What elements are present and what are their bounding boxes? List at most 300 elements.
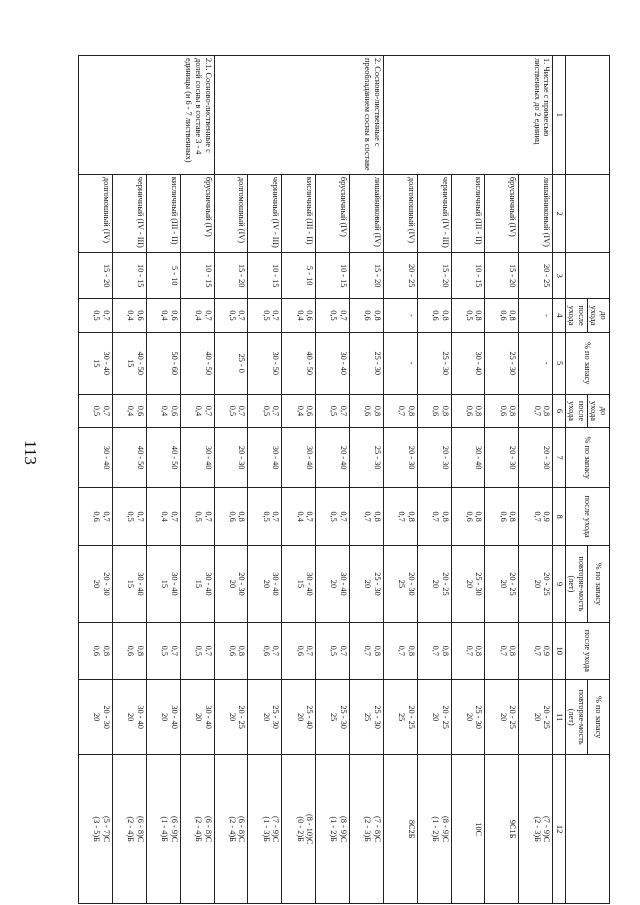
value-c4a: 0,8 bbox=[508, 310, 518, 321]
forest-type-cell: долгомошный (IV) bbox=[383, 174, 417, 253]
value-c9b: 20 bbox=[532, 579, 542, 589]
col-num: 8 bbox=[553, 487, 566, 545]
col-num: 9 bbox=[553, 546, 566, 622]
composition-cell bbox=[485, 755, 519, 904]
composition-c12a: (6 - 8)С bbox=[237, 816, 247, 843]
value-c8b: 0,6 bbox=[464, 511, 474, 522]
value-c6a: 0,7 bbox=[203, 405, 213, 417]
value-cell bbox=[282, 622, 316, 679]
value-c5: 25 - 30 bbox=[372, 351, 382, 375]
value-c11b: 25 bbox=[363, 712, 373, 722]
value-c3: 15 - 20 bbox=[372, 263, 382, 288]
value-c3: 15 - 20 bbox=[440, 263, 450, 288]
value-c9b: 20 bbox=[363, 579, 373, 589]
value-cell bbox=[485, 332, 519, 394]
group-title: 2. Сосново-лиственные с преобладанием сосны в составе bbox=[214, 56, 383, 175]
value-c3: 10 - 15 bbox=[474, 263, 484, 288]
value-c5: 30 - 50 bbox=[271, 351, 281, 375]
table-row bbox=[451, 56, 485, 904]
value-c11b: 20 bbox=[92, 712, 102, 722]
value-cell bbox=[316, 299, 350, 333]
value-cell bbox=[79, 487, 113, 545]
value-c9a: 25 - 30 bbox=[372, 572, 382, 596]
value-cell bbox=[180, 487, 214, 545]
composition-cell bbox=[79, 755, 113, 904]
value-c3: 15 - 20 bbox=[237, 263, 247, 288]
value-cell bbox=[316, 253, 350, 299]
value-c6b: 0,5 bbox=[227, 405, 237, 417]
value-c8b: 0,7 bbox=[532, 511, 542, 522]
composition-c12b: (3 - 5)Б bbox=[92, 816, 102, 842]
value-c7: 30 - 40 bbox=[203, 445, 213, 470]
value-c9a: 20 - 25 bbox=[440, 572, 450, 596]
composition-c12a: (6 - 9)С bbox=[169, 816, 179, 843]
value-cell bbox=[417, 546, 451, 622]
value-c10a: 0,8 bbox=[406, 645, 416, 656]
value-c4b: 0,6 bbox=[431, 310, 440, 321]
composition-cell bbox=[180, 755, 214, 904]
value-c4b: 0,5 bbox=[227, 310, 237, 321]
value-c11a: 25 - 40 bbox=[305, 705, 315, 729]
value-c11a: 25 - 30 bbox=[271, 705, 281, 729]
value-cell bbox=[214, 332, 248, 394]
value-cell bbox=[282, 332, 316, 394]
value-c4b: 0,4 bbox=[160, 310, 170, 321]
value-c6a: 0,6 bbox=[135, 405, 145, 417]
value-cell bbox=[519, 299, 553, 333]
value-c10b: 0,5 bbox=[160, 645, 170, 656]
value-c8a: 0,8 bbox=[406, 511, 416, 522]
value-c6a: 0,7 bbox=[101, 405, 111, 417]
value-c6a: 0,6 bbox=[169, 405, 179, 417]
value-c9a: 30 - 40 bbox=[135, 572, 145, 596]
value-cell bbox=[180, 679, 214, 754]
value-cell bbox=[485, 546, 519, 622]
value-cell bbox=[79, 622, 113, 679]
value-c11a: 20 - 25 bbox=[237, 705, 247, 729]
value-c7: 30 - 40 bbox=[305, 445, 315, 470]
value-c7: 25 - 30 bbox=[372, 445, 382, 470]
value-c11a: 20 - 25 bbox=[508, 705, 518, 729]
value-cell bbox=[519, 622, 553, 679]
value-c6a: 0,8 bbox=[440, 405, 450, 417]
value-c4b: 0,4 bbox=[193, 310, 203, 321]
value-cell bbox=[112, 428, 146, 487]
value-c10a: 0,8 bbox=[372, 645, 382, 656]
value-cell bbox=[485, 299, 519, 333]
composition-c12b: (1 - 3)Б bbox=[261, 816, 271, 842]
value-c5b: 15 bbox=[126, 359, 136, 368]
value-c8a: 0,7 bbox=[305, 511, 315, 522]
value-cell bbox=[79, 394, 113, 428]
value-cell bbox=[79, 299, 113, 333]
value-c5: 25 - 30 bbox=[440, 351, 450, 375]
table-row bbox=[485, 56, 519, 904]
forest-type-cell: черничный (IV - III) bbox=[112, 174, 146, 253]
value-c6b: 0,4 bbox=[160, 405, 170, 417]
composition-c12a: (8 - 9)С bbox=[440, 816, 450, 843]
value-c8a: 0,7 bbox=[271, 511, 281, 522]
value-cell bbox=[417, 253, 451, 299]
value-cell bbox=[146, 332, 180, 394]
value-cell bbox=[112, 679, 146, 754]
value-c10a: 0,7 bbox=[271, 645, 281, 656]
value-c6b: 0,4 bbox=[295, 405, 305, 417]
value-c5b: 15 bbox=[92, 359, 102, 368]
page-number: 113 bbox=[21, 440, 40, 465]
table-row bbox=[383, 56, 417, 904]
value-c9a: 30 - 40 bbox=[338, 572, 348, 596]
table-body bbox=[79, 56, 553, 904]
value-c8a: 0,7 bbox=[135, 511, 145, 522]
value-cell bbox=[349, 428, 383, 487]
value-c4a: 0,7 bbox=[203, 310, 213, 321]
value-cell bbox=[214, 253, 248, 299]
value-c9a: 30 - 40 bbox=[305, 572, 315, 596]
value-c6a: 0,8 bbox=[508, 405, 518, 417]
value-c10b: 0,7 bbox=[498, 645, 508, 656]
composition-c12a: (7 - 9)С bbox=[271, 816, 281, 843]
table-row bbox=[316, 56, 350, 904]
value-c10a: 0,7 bbox=[305, 645, 315, 656]
value-c6b: 0,6 bbox=[363, 405, 373, 417]
composition-c12b: (2 - 3)Б bbox=[532, 816, 542, 842]
value-cell bbox=[214, 487, 248, 545]
composition-c12b: (1 - 4)Б bbox=[160, 816, 170, 842]
value-c10b: 0,7 bbox=[532, 645, 542, 656]
value-cell bbox=[451, 679, 485, 754]
value-cell bbox=[349, 332, 383, 394]
value-c8b: 0,4 bbox=[160, 511, 170, 522]
value-c8b: 0,5 bbox=[126, 511, 136, 522]
composition-c12a: 9С1Б bbox=[508, 819, 518, 839]
value-c8a: 0,8 bbox=[508, 511, 518, 522]
value-c7: 40 - 50 bbox=[135, 445, 145, 470]
table-row bbox=[349, 56, 383, 904]
value-c6b: 0,6 bbox=[464, 405, 474, 417]
value-c9b: 20 bbox=[261, 579, 271, 589]
composition-cell bbox=[316, 755, 350, 904]
forest-care-table bbox=[78, 55, 610, 904]
value-c5: - bbox=[542, 361, 552, 365]
value-c11b: 20 bbox=[498, 712, 508, 722]
value-cell bbox=[417, 487, 451, 545]
value-cell bbox=[316, 622, 350, 679]
col-num: 7 bbox=[553, 428, 566, 487]
value-c11b: 25 bbox=[397, 712, 407, 722]
composition-c12a: (6 - 8)С bbox=[203, 816, 213, 843]
value-c11b: 20 bbox=[464, 712, 474, 722]
value-cell bbox=[349, 546, 383, 622]
value-c8b: 0,7 bbox=[363, 511, 373, 522]
col-num: 5 bbox=[553, 332, 566, 394]
value-cell bbox=[180, 622, 214, 679]
value-c3: 10 - 15 bbox=[135, 263, 145, 288]
value-c10a: 0,7 bbox=[203, 645, 213, 656]
value-c8a: 0,7 bbox=[338, 511, 348, 522]
value-c9a: 20 - 30 bbox=[406, 572, 416, 596]
composition-cell bbox=[248, 755, 282, 904]
value-c11b: 20 bbox=[160, 712, 170, 722]
value-cell bbox=[316, 394, 350, 428]
value-c9a: 30 - 40 bbox=[203, 572, 213, 596]
value-cell bbox=[316, 546, 350, 622]
value-cell bbox=[146, 622, 180, 679]
value-c7: 20 - 30 bbox=[542, 445, 552, 470]
composition-cell bbox=[349, 755, 383, 904]
value-cell bbox=[214, 546, 248, 622]
composition-c12a: (8 - 10)С bbox=[305, 813, 315, 845]
value-c9b: 15 bbox=[160, 579, 170, 589]
value-c5: 40 - 50 bbox=[203, 351, 213, 375]
value-c7: 20 - 40 bbox=[338, 445, 348, 470]
header-do-ukhoda-2: до ухода bbox=[587, 394, 609, 428]
value-cell bbox=[146, 428, 180, 487]
value-cell bbox=[519, 546, 553, 622]
value-c11a: 30 - 40 bbox=[169, 705, 179, 729]
value-c9b: 20 bbox=[498, 579, 508, 589]
value-c11a: 30 - 40 bbox=[203, 705, 213, 729]
value-cell bbox=[383, 394, 417, 428]
value-c10b: 0,5 bbox=[193, 645, 203, 656]
table-row bbox=[417, 56, 451, 904]
value-cell bbox=[282, 428, 316, 487]
value-c5: 50 - 60 bbox=[169, 351, 179, 375]
value-c6b: 0,5 bbox=[261, 405, 271, 417]
value-c7: 30 - 40 bbox=[101, 445, 111, 470]
header-empty-3 bbox=[565, 253, 609, 299]
value-c10b: 0,5 bbox=[329, 645, 339, 656]
value-c6a: 0,6 bbox=[305, 405, 315, 417]
header-pct-1: % по запасу bbox=[565, 332, 609, 394]
value-c4a: 0,7 bbox=[237, 310, 247, 321]
composition-c12a: 10С bbox=[474, 822, 484, 837]
value-c11a: 20 - 30 bbox=[101, 705, 111, 729]
value-c4b: 0,5 bbox=[329, 310, 339, 321]
value-cell bbox=[519, 253, 553, 299]
value-cell bbox=[248, 253, 282, 299]
value-cell bbox=[349, 394, 383, 428]
composition-c12b: (2 - 4)Б bbox=[126, 816, 136, 842]
value-c10b: 0,6 bbox=[92, 645, 102, 656]
header-pct-2: % по запасу bbox=[565, 428, 609, 487]
value-c10b: 0,6 bbox=[295, 645, 305, 656]
value-c7: 30 - 40 bbox=[474, 445, 484, 470]
value-cell bbox=[282, 299, 316, 333]
forest-type-cell: долгомошный (IV) bbox=[214, 174, 248, 253]
value-c5: 40 - 50 bbox=[135, 351, 145, 375]
value-c4a: 0,6 bbox=[169, 310, 179, 321]
value-cell bbox=[383, 332, 417, 394]
value-c8a: 0,8 bbox=[237, 511, 247, 522]
value-cell bbox=[485, 394, 519, 428]
value-c6b: 0,4 bbox=[126, 405, 136, 417]
value-cell bbox=[248, 546, 282, 622]
value-c4a: - bbox=[406, 314, 416, 317]
table-row bbox=[112, 56, 146, 904]
table-row bbox=[79, 56, 113, 904]
value-c6a: 0,8 bbox=[474, 405, 484, 417]
value-c8b: 0,5 bbox=[261, 511, 271, 522]
value-c6a: 0,7 bbox=[237, 405, 247, 417]
value-cell bbox=[451, 546, 485, 622]
value-cell bbox=[417, 332, 451, 394]
composition-c12a: (5 - 7)С bbox=[101, 816, 111, 843]
value-c4a: 0,8 bbox=[372, 310, 382, 321]
value-c8a: 0,9 bbox=[542, 511, 552, 522]
value-c8b: 0,7 bbox=[397, 511, 407, 522]
value-c8a: 0,7 bbox=[101, 511, 111, 522]
col-num: 11 bbox=[553, 679, 566, 754]
value-cell bbox=[485, 253, 519, 299]
value-cell bbox=[112, 546, 146, 622]
value-c11a: 25 - 30 bbox=[338, 705, 348, 729]
value-c11b: 20 bbox=[532, 712, 542, 722]
composition-cell bbox=[519, 755, 553, 904]
value-cell bbox=[451, 253, 485, 299]
value-c10b: 0,7 bbox=[363, 645, 373, 656]
header-pct-4: % по запасу bbox=[587, 679, 609, 754]
value-c10a: 0,8 bbox=[474, 645, 484, 656]
value-c3: 10 - 15 bbox=[203, 263, 213, 288]
value-c10a: 0,7 bbox=[169, 645, 179, 656]
value-cell bbox=[316, 332, 350, 394]
value-cell bbox=[451, 428, 485, 487]
value-c6b: 0,5 bbox=[329, 405, 339, 417]
value-cell bbox=[451, 332, 485, 394]
value-c11b: 20 bbox=[295, 712, 305, 722]
value-c6a: 0,7 bbox=[338, 405, 348, 417]
value-cell bbox=[316, 428, 350, 487]
value-c11b: 25 bbox=[329, 712, 339, 722]
value-cell bbox=[79, 679, 113, 754]
value-c6b: 0,6 bbox=[431, 405, 440, 417]
table-row bbox=[519, 56, 553, 904]
value-cell bbox=[248, 299, 282, 333]
composition-c12b: (2 - 3)Б bbox=[363, 816, 373, 842]
value-cell bbox=[146, 487, 180, 545]
value-c10b: 0,6 bbox=[227, 645, 237, 656]
value-c10a: 0,8 bbox=[237, 645, 247, 656]
value-cell bbox=[451, 394, 485, 428]
value-c11b: 20 bbox=[431, 712, 440, 722]
value-cell bbox=[282, 394, 316, 428]
value-cell bbox=[519, 394, 553, 428]
value-c10a: 0,7 bbox=[338, 645, 348, 656]
composition-cell bbox=[417, 755, 451, 904]
value-c9a: 20 - 30 bbox=[237, 572, 247, 596]
value-cell bbox=[485, 428, 519, 487]
value-c8b: 0,6 bbox=[227, 511, 237, 522]
value-cell bbox=[417, 428, 451, 487]
value-c4a: 0,8 bbox=[474, 310, 484, 321]
value-c8b: 0,7 bbox=[431, 511, 440, 522]
header-posle-2: после ухода bbox=[565, 622, 609, 679]
header-pct-3: % по запасу bbox=[587, 546, 609, 622]
value-c9b: 15 bbox=[193, 579, 203, 589]
value-c9a: 30 - 40 bbox=[169, 572, 179, 596]
composition-cell bbox=[112, 755, 146, 904]
table-row bbox=[282, 56, 316, 904]
value-cell bbox=[112, 332, 146, 394]
value-c8a: 0,8 bbox=[440, 511, 450, 522]
value-c9a: 25 - 30 bbox=[474, 572, 484, 596]
value-c7: 20 - 30 bbox=[406, 445, 416, 470]
composition-c12a: (6 - 8)С bbox=[135, 816, 145, 843]
value-c5: - bbox=[406, 361, 416, 365]
value-cell bbox=[316, 679, 350, 754]
header-row-1 bbox=[587, 56, 609, 904]
value-cell bbox=[519, 487, 553, 545]
col-num: 12 bbox=[553, 755, 566, 904]
value-c8b: 0,4 bbox=[295, 511, 305, 522]
value-c3: 15 - 20 bbox=[101, 263, 111, 288]
value-c9b: 20 bbox=[431, 579, 440, 589]
group-title: 2.1. Сосново-лиственные с долей сосны в составе 3 - 4 единицы (и 6 - 7 лиственных) bbox=[79, 56, 215, 175]
value-c11a: 20 - 25 bbox=[406, 705, 416, 729]
value-c9b: 20 bbox=[329, 579, 339, 589]
value-c5: 40 - 50 bbox=[305, 351, 315, 375]
table-row bbox=[248, 56, 282, 904]
value-c11a: 25 - 30 bbox=[372, 705, 382, 729]
value-c6b: 0,7 bbox=[397, 405, 407, 417]
value-c5: 30 - 40 bbox=[474, 351, 484, 375]
value-cell bbox=[485, 679, 519, 754]
value-c4a: 0,8 bbox=[440, 310, 450, 321]
value-c6b: 0,4 bbox=[193, 405, 203, 417]
value-cell bbox=[383, 253, 417, 299]
header-posle-1: после ухода bbox=[565, 487, 609, 545]
value-cell bbox=[180, 332, 214, 394]
value-cell bbox=[214, 622, 248, 679]
value-cell bbox=[112, 487, 146, 545]
forest-type-cell: лишайниковый (IV) bbox=[349, 174, 383, 253]
value-c9b: 20 bbox=[227, 579, 237, 589]
value-c6b: 0,5 bbox=[92, 405, 102, 417]
value-c4b: 0,5 bbox=[92, 310, 102, 321]
col-num: 4 bbox=[553, 299, 566, 333]
header-posle-b: после ухода bbox=[565, 394, 587, 428]
value-c3: 5 - 10 bbox=[169, 266, 179, 286]
value-c10a: 0,9 bbox=[542, 645, 552, 656]
composition-c12a: (7 - 8)С bbox=[372, 816, 382, 843]
forest-type-cell: кисличный (III - II) bbox=[282, 174, 316, 253]
value-cell bbox=[282, 679, 316, 754]
value-c11a: 30 - 40 bbox=[135, 705, 145, 729]
value-cell bbox=[214, 679, 248, 754]
value-c10a: 0,8 bbox=[508, 645, 518, 656]
composition-cell bbox=[282, 755, 316, 904]
value-cell bbox=[146, 394, 180, 428]
value-cell bbox=[79, 253, 113, 299]
value-cell bbox=[180, 299, 214, 333]
value-c11b: 20 bbox=[261, 712, 271, 722]
group-title: 1. Чистые с примесью лиственных до 2 единиц bbox=[383, 56, 552, 175]
col-num: 6 bbox=[553, 394, 566, 428]
forest-type-cell: брусничный (IV) bbox=[316, 174, 350, 253]
value-c4b: 0,6 bbox=[363, 310, 373, 321]
value-c9a: 20 - 25 bbox=[508, 572, 518, 596]
value-c9a: 20 - 30 bbox=[101, 572, 111, 596]
value-c9b: 20 bbox=[464, 579, 474, 589]
composition-c12b: (1 - 2)Б bbox=[329, 816, 339, 842]
value-cell bbox=[112, 394, 146, 428]
table-row bbox=[214, 56, 248, 904]
composition-cell bbox=[214, 755, 248, 904]
rotated-table-wrapper bbox=[78, 55, 610, 904]
col-num: 2 bbox=[553, 174, 566, 253]
header-do-ukhoda-1: до ухода bbox=[587, 299, 609, 333]
